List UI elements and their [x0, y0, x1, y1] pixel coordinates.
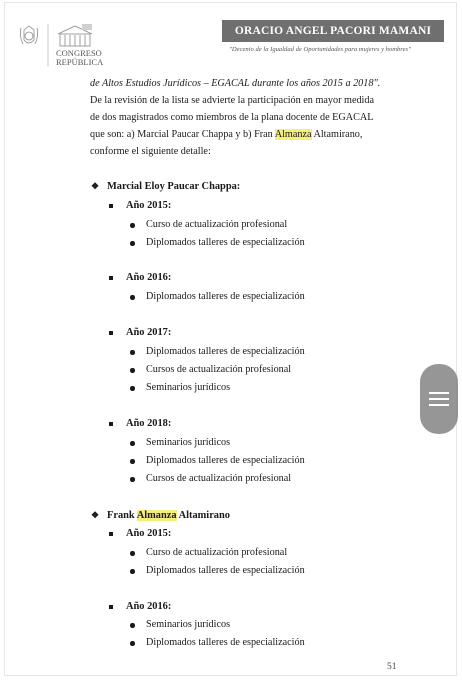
diamond-bullet-icon: ❖ — [91, 181, 100, 191]
dot-bullet-icon — [130, 441, 135, 446]
dot-bullet-icon — [130, 350, 135, 355]
intro-line-2: De la revisión de la lista se advierte la participación en mayor medida — [90, 95, 375, 106]
square-bullet-icon — [109, 605, 113, 609]
square-bullet-icon — [109, 204, 113, 208]
highlight-almanza: Almanza — [274, 129, 312, 140]
header-banner: ORACIO ANGEL PACORI MAMANI — [222, 20, 444, 42]
dot-bullet-icon — [130, 569, 135, 574]
square-bullet-icon — [109, 422, 113, 426]
dot-bullet-icon — [130, 386, 135, 391]
dot-bullet-icon — [130, 477, 135, 482]
dot-bullet-icon — [130, 623, 135, 628]
logo-text-congreso: CONGRESO — [56, 48, 102, 58]
square-bullet-icon — [109, 331, 113, 335]
page-number: 51 — [387, 662, 397, 672]
intro-line-3: de dos magistrados como miembros de la plana docente de EGACAL — [90, 112, 374, 123]
dot-bullet-icon — [130, 295, 135, 300]
dot-bullet-icon — [130, 223, 135, 228]
person-name: Marcial Eloy Paucar Chappa: — [107, 181, 241, 192]
scroll-menu-button[interactable] — [420, 364, 458, 434]
dot-bullet-icon — [130, 641, 135, 646]
highlight-almanza: Almanza — [136, 510, 177, 521]
logo-text-republica: REPÚBLICA — [56, 57, 104, 67]
dot-bullet-icon — [130, 551, 135, 556]
square-bullet-icon — [109, 532, 113, 536]
diamond-bullet-icon: ❖ — [91, 510, 100, 520]
square-bullet-icon — [109, 276, 113, 280]
dot-bullet-icon — [130, 241, 135, 246]
intro-line-1: de Altos Estudios Jurídicos – EGACAL durante los años 2015 a 2018". — [90, 78, 381, 89]
intro-line-5: conforme el siguiente detalle: — [90, 146, 211, 157]
intro-line-4-b: Altamirano, — [311, 129, 363, 140]
congress-seal-icon — [18, 22, 118, 68]
intro-line-4 — [90, 127, 420, 144]
person-name: Frank Almanza Altamirano — [107, 510, 230, 521]
congress-logo — [18, 22, 118, 68]
dot-bullet-icon — [130, 459, 135, 464]
header-slogan: "Decenio de la Igualdad de Oportunidades para mujeres y hombres" — [229, 46, 411, 53]
dot-bullet-icon — [130, 368, 135, 373]
intro-line-4-a: que son: a) Marcial Paucar Chappa y b) Fran — [90, 129, 275, 140]
